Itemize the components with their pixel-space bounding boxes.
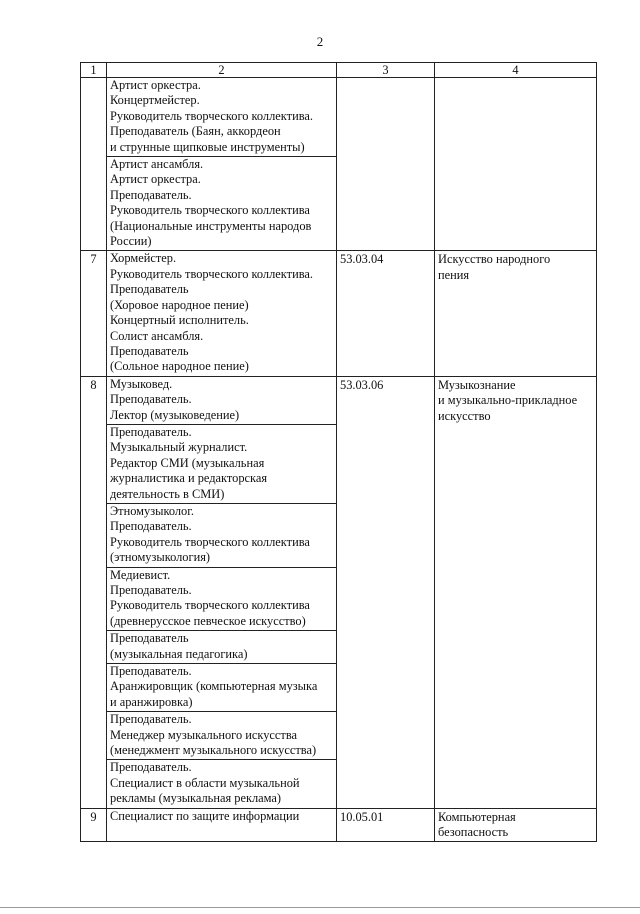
header-col-1: 1 [81, 63, 107, 78]
qualification-line: и струнные щипковые инструменты) [110, 139, 305, 154]
specialty-name-line: Компьютерная [438, 809, 516, 824]
specialty-name [435, 376, 597, 808]
qualification-line: Преподаватель. [110, 424, 192, 439]
qualification-line: России) [110, 234, 152, 249]
specialties-table [80, 62, 597, 842]
qualification-group [107, 425, 336, 504]
header-col-3: 3 [337, 63, 435, 78]
qualification-line: Артист ансамбля. [110, 157, 204, 172]
row-number: 8 [81, 376, 107, 808]
qualification-line: Руководитель творческого коллектива [110, 203, 310, 218]
qualification-line: журналистика и редакторская [110, 471, 268, 486]
qualifications-cell [107, 808, 337, 841]
qualification-line: Этномузыколог. [110, 503, 195, 518]
specialty-code: 53.03.06 [337, 376, 435, 808]
qualification-line: Преподаватель. [110, 583, 192, 597]
qualification-group [107, 809, 336, 825]
qualification-line: Лектор (музыковедение) [110, 407, 240, 422]
qualification-line: Специалист в области музыкальной [110, 775, 300, 790]
header-col-2: 2 [107, 63, 337, 78]
qualification-line: Артист оркестра. [110, 78, 201, 92]
qualification-line: Преподаватель. [110, 392, 192, 407]
qualification-line: (Сольное народное пение) [110, 359, 249, 374]
specialty-name-line: и музыкально-прикладное [438, 393, 578, 408]
qualification-group [107, 664, 336, 712]
table-header-row [81, 63, 597, 78]
qualification-line: Специалист по защите информации [110, 808, 300, 823]
qualification-line: Медиевист. [110, 567, 171, 582]
qualification-line: Руководитель творческого коллектива. [110, 266, 313, 281]
specialty-name-line: пения [438, 267, 470, 282]
specialty-name-line: искусство [438, 408, 491, 423]
table-row [81, 251, 597, 376]
qualification-line: Руководитель творческого коллектива. [110, 108, 313, 123]
qualification-line: Концертмейстер. [110, 93, 200, 108]
qualification-line: Преподаватель [110, 282, 189, 297]
qualification-line: и аранжировка) [110, 694, 193, 709]
qualifications-cell [107, 78, 337, 251]
qualification-line: (Национальные инструменты народов [110, 218, 312, 233]
table-row [81, 808, 597, 841]
table-row [81, 78, 597, 251]
qualification-group [107, 712, 336, 760]
table-row [81, 376, 597, 808]
qualification-group [107, 568, 336, 632]
qualification-line: Артист оркестра. [110, 172, 201, 187]
qualification-group [107, 251, 336, 375]
specialty-name [435, 251, 597, 376]
qualification-line: Музыкальный журналист. [110, 440, 248, 455]
qualifications-cell [107, 376, 337, 808]
specialty-name-line: Музыкознание [438, 377, 516, 392]
specialty-name [435, 808, 597, 841]
qualification-line: Преподаватель [110, 343, 189, 358]
qualification-line: Преподаватель. [110, 712, 192, 727]
specialty-code: 53.03.04 [337, 251, 435, 376]
page-number: 2 [316, 34, 324, 49]
qualification-line: деятельность в СМИ) [110, 486, 225, 501]
qualification-line: (менеджмент музыкального искусства) [110, 743, 317, 758]
row-number [81, 78, 107, 251]
specialty-name-line: безопасность [438, 825, 509, 840]
qualification-group [107, 504, 336, 568]
qualification-group [107, 78, 336, 157]
qualification-line: Менеджер музыкального искусства [110, 727, 298, 742]
specialty-name-line: Искусство народного [438, 252, 551, 267]
qualification-line: рекламы (музыкальная реклама) [110, 791, 282, 806]
qualifications-cell [107, 251, 337, 376]
qualification-line: Музыковед. [110, 376, 173, 391]
qualification-line: Концертный исполнитель. [110, 313, 249, 328]
qualification-line: Редактор СМИ (музыкальная [110, 455, 265, 470]
qualification-line: Преподаватель [110, 631, 189, 646]
qualification-line: (древнерусское певческое искусство) [110, 613, 306, 628]
qualification-line: Солист ансамбля. [110, 328, 204, 343]
qualification-line: (Хоровое народное пение) [110, 297, 249, 312]
specialty-name [435, 78, 597, 251]
header-col-4: 4 [435, 63, 597, 78]
qualification-line: Преподаватель (Баян, аккордеон [110, 124, 281, 139]
page-bottom-edge [0, 907, 640, 908]
qualification-group [107, 157, 336, 250]
qualification-line: Руководитель творческого коллектива [110, 534, 310, 549]
qualification-line: Руководитель творческого коллектива [110, 598, 310, 613]
row-number: 9 [81, 808, 107, 841]
qualification-line: Преподаватель. [110, 664, 192, 679]
qualification-group [107, 631, 336, 664]
specialty-code [337, 78, 435, 251]
qualification-line: Аранжировщик (компьютерная музыка [110, 679, 318, 694]
qualification-line: Преподаватель. [110, 519, 192, 534]
qualification-line: Преподаватель. [110, 760, 192, 775]
qualification-group [107, 377, 336, 425]
qualification-group [107, 760, 336, 807]
qualification-line: Хормейстер. [110, 251, 177, 266]
specialty-code: 10.05.01 [337, 808, 435, 841]
qualification-line: Преподаватель. [110, 187, 192, 202]
row-number: 7 [81, 251, 107, 376]
qualification-line: (музыкальная педагогика) [110, 646, 248, 661]
qualification-line: (этномузыкология) [110, 550, 211, 565]
